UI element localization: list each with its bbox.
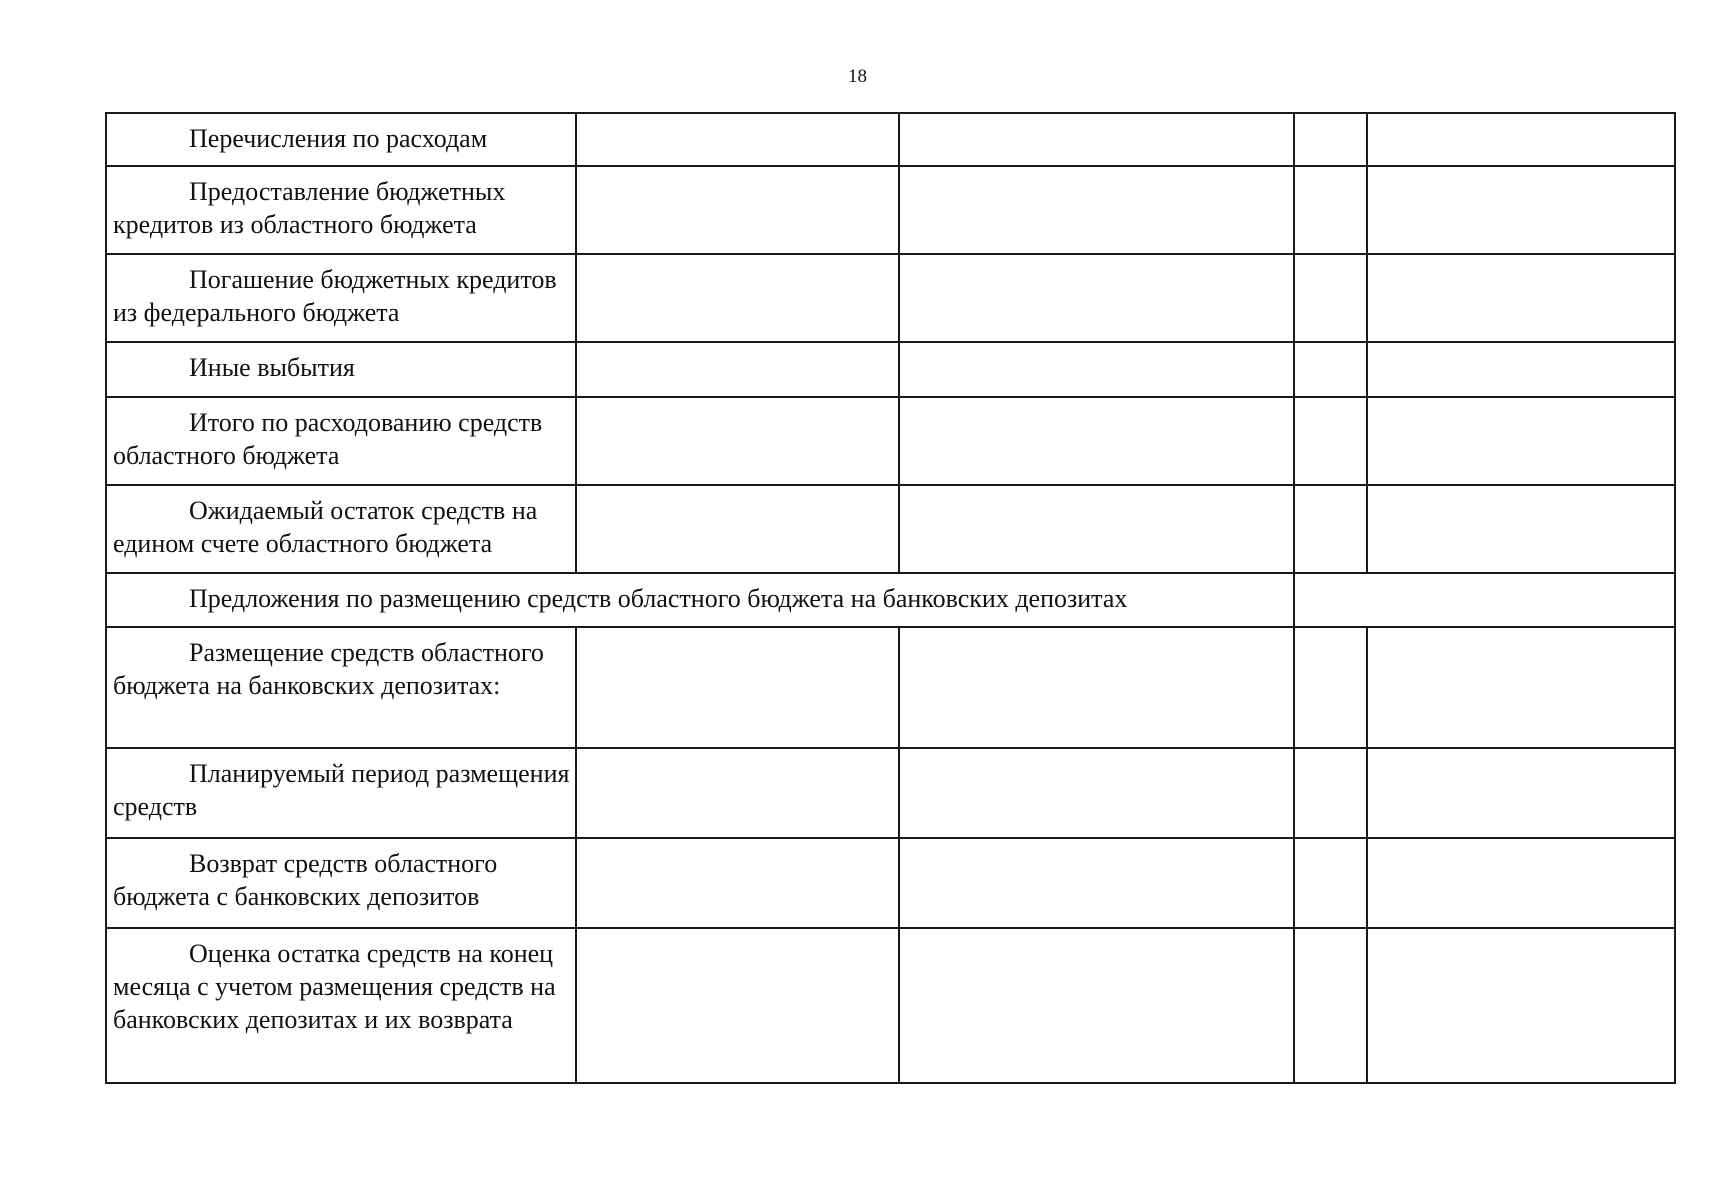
value-cell[interactable]: [899, 627, 1294, 748]
table-row: [106, 342, 1675, 397]
budget-forecast-table: [105, 112, 1676, 1084]
value-cell[interactable]: [899, 838, 1294, 928]
row-label: Перечисления по расходам: [106, 113, 576, 166]
table-row: [106, 838, 1675, 928]
value-cell[interactable]: [1294, 838, 1367, 928]
value-cell[interactable]: [1294, 573, 1675, 627]
value-cell[interactable]: [1367, 485, 1675, 573]
value-cell[interactable]: [576, 113, 899, 166]
value-cell[interactable]: [899, 113, 1294, 166]
value-cell[interactable]: [1294, 342, 1367, 397]
value-cell[interactable]: [899, 397, 1294, 485]
value-cell[interactable]: [1294, 166, 1367, 254]
value-cell[interactable]: [1367, 342, 1675, 397]
value-cell[interactable]: [1367, 748, 1675, 838]
table-row: [106, 397, 1675, 485]
page-number: 18: [848, 66, 867, 87]
row-label: Иные выбытия: [106, 342, 576, 397]
value-cell[interactable]: [899, 342, 1294, 397]
table-row: [106, 485, 1675, 573]
table-row: [106, 166, 1675, 254]
value-cell[interactable]: [1294, 748, 1367, 838]
value-cell[interactable]: [576, 342, 899, 397]
value-cell[interactable]: [1367, 166, 1675, 254]
row-label: Ожидаемый остаток средств на едином счете областного бюджета: [106, 485, 576, 573]
row-label: Оценка остатка средств на конец месяца с учетом размещения средств на банковских депозитах и их возврата: [106, 928, 576, 1083]
value-cell[interactable]: [1367, 113, 1675, 166]
section-row: [106, 573, 1675, 627]
row-label: Итого по расходованию средств областного бюджета: [106, 397, 576, 485]
value-cell[interactable]: [1367, 928, 1675, 1083]
table-row: [106, 928, 1675, 1083]
value-cell[interactable]: [1367, 254, 1675, 342]
row-label: Размещение средств областного бюджета на банковских депозитах:: [106, 627, 576, 748]
table-row: [106, 748, 1675, 838]
value-cell[interactable]: [1294, 397, 1367, 485]
value-cell[interactable]: [576, 928, 899, 1083]
value-cell[interactable]: [576, 166, 899, 254]
value-cell[interactable]: [899, 166, 1294, 254]
value-cell[interactable]: [576, 838, 899, 928]
table-row: [106, 627, 1675, 748]
value-cell[interactable]: [576, 397, 899, 485]
row-label: Погашение бюджетных кредитов из федерального бюджета: [106, 254, 576, 342]
value-cell[interactable]: [576, 627, 899, 748]
value-cell[interactable]: [1367, 627, 1675, 748]
value-cell[interactable]: [1294, 254, 1367, 342]
value-cell[interactable]: [1294, 627, 1367, 748]
table-row: [106, 254, 1675, 342]
value-cell[interactable]: [576, 748, 899, 838]
value-cell[interactable]: [899, 485, 1294, 573]
value-cell[interactable]: [1367, 838, 1675, 928]
value-cell[interactable]: [576, 485, 899, 573]
value-cell[interactable]: [1294, 113, 1367, 166]
value-cell[interactable]: [1367, 397, 1675, 485]
table-row: [106, 113, 1675, 166]
value-cell[interactable]: [899, 254, 1294, 342]
value-cell[interactable]: [576, 254, 899, 342]
row-label: Планируемый период размещения средств: [106, 748, 576, 838]
value-cell[interactable]: [899, 928, 1294, 1083]
value-cell[interactable]: [1294, 928, 1367, 1083]
row-label: Предоставление бюджетных кредитов из областного бюджета: [106, 166, 576, 254]
value-cell[interactable]: [899, 748, 1294, 838]
row-label: Возврат средств областного бюджета с банковских депозитов: [106, 838, 576, 928]
value-cell[interactable]: [1294, 485, 1367, 573]
section-heading: Предложения по размещению средств областного бюджета на банковских депозитах: [106, 573, 1294, 627]
